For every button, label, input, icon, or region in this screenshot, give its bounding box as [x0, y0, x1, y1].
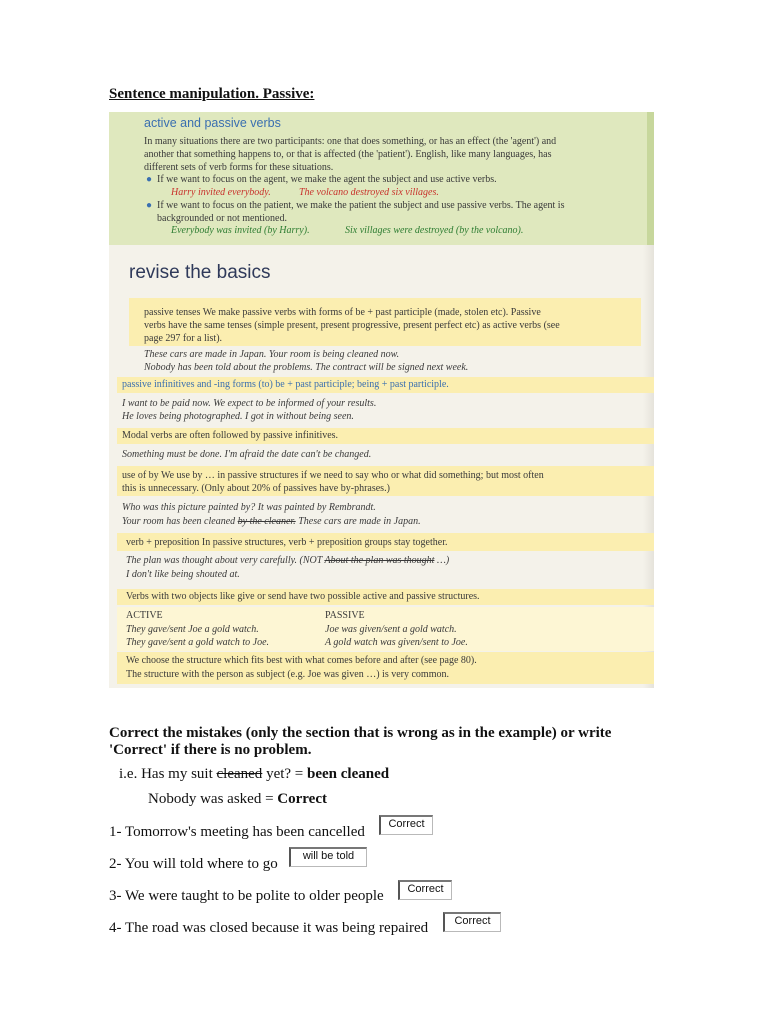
box-text: If we want to focus on the agent, we make the agent the subject and use active verbs.: [157, 174, 497, 185]
rule-text: page 297 for a list).: [144, 333, 223, 344]
example-text: I want to be paid now. We expect to be informed of your results.: [122, 398, 377, 409]
box-text: backgrounded or not mentioned.: [157, 213, 287, 224]
example-text: [122, 516, 421, 528]
answer-field-2[interactable]: will be told: [289, 847, 367, 867]
box-text: If we want to focus on the patient, we make the patient the subject and use passive verbs. The agent is: [157, 200, 565, 211]
rule-text: The structure with the person as subject (e.g. Joe was given …) is very common.: [126, 669, 449, 680]
question-1: 1- Tomorrow's meeting has been cancelled: [109, 824, 365, 840]
example-text: A gold watch was given/sent to Joe.: [325, 637, 468, 648]
box-title: active and passive verbs: [144, 116, 281, 130]
answer-field-1[interactable]: Correct: [379, 815, 433, 835]
rule-text: verb + preposition In passive structures, verb + preposition groups stay together.: [126, 537, 448, 548]
question-2: 2- You will told where to go: [109, 856, 278, 872]
example-text: yet? =: [262, 766, 308, 782]
example-text: [126, 555, 449, 567]
example-answer: Correct: [277, 791, 327, 807]
rule-text: Modal verbs are often followed by passive infinitives.: [122, 430, 339, 441]
exercise-instructions: Correct the mistakes (only the section that is wrong as in the example) or write 'Correct' if there is no problem.: [109, 725, 612, 758]
example-text: Nobody has been told about the problems. The contract will be signed next week.: [144, 362, 469, 373]
example-part: The plan was thought about very carefully. (NOT: [126, 555, 325, 566]
question-4: 4- The road was closed because it was being repaired: [109, 920, 429, 936]
box-text: another that something happens to, or that is affected (the 'patient'). English, like many languages, has: [144, 149, 552, 160]
page-edge: [647, 112, 654, 245]
example-text: Nobody was asked =: [148, 791, 278, 807]
box-text: different sets of verb forms for these situations.: [144, 162, 334, 173]
struck-text: About the plan was thought: [324, 555, 435, 566]
example-text: Joe was given/sent a gold watch.: [325, 624, 457, 635]
example-text: Six villages were destroyed (by the volcano).: [345, 225, 524, 236]
example-text: Something must be done. I'm afraid the date can't be changed.: [122, 449, 372, 460]
revise-title: revise the basics: [129, 262, 271, 283]
answer-field-3[interactable]: Correct: [398, 880, 452, 900]
question-3: 3- We were taught to be polite to older people: [109, 888, 384, 904]
rule-text: verbs have the same tenses (simple present, present progressive, present perfect etc) as active verbs (see: [144, 320, 560, 331]
example-text: They gave/sent Joe a gold watch.: [126, 624, 259, 635]
rule-text: passive infinitives and -ing forms (to) be + past participle; being + past participle.: [122, 379, 449, 390]
answer-field-4[interactable]: Correct: [443, 912, 501, 932]
example-text: Harry invited everybody.: [171, 187, 271, 198]
rule-text: Verbs with two objects like give or send have two possible active and passive structures.: [126, 591, 480, 602]
example-text: I don't like being shouted at.: [126, 569, 240, 580]
example-part: …): [434, 555, 450, 566]
rule-text: use of by We use by … in passive structures if we need to say who or what did something; but most often: [122, 470, 544, 481]
example-text: The volcano destroyed six villages.: [299, 187, 439, 198]
column-header: PASSIVE: [325, 610, 365, 621]
page-heading: Sentence manipulation. Passive:: [109, 86, 315, 102]
rule-text: this is unnecessary. (Only about 20% of passives have by-phrases.): [122, 483, 390, 494]
struck-text: by the cleaner.: [237, 516, 296, 527]
example-line-2: [148, 791, 327, 808]
example-line-1: [119, 766, 389, 783]
struck-word: cleaned: [216, 766, 263, 782]
box-text: In many situations there are two participants: one that does something, or has an effect (the 'agent') and: [144, 136, 557, 147]
column-header: ACTIVE: [126, 610, 163, 621]
example-text: Everybody was invited (by Harry).: [171, 225, 310, 236]
bullet-icon: ●: [146, 174, 153, 185]
example-text: These cars are made in Japan. Your room is being cleaned now.: [144, 349, 400, 360]
example-text: He loves being photographed. I got in without being seen.: [122, 411, 354, 422]
example-text: Who was this picture painted by? It was painted by Rembrandt.: [122, 502, 376, 513]
example-part: These cars are made in Japan.: [295, 516, 421, 527]
rule-text: We choose the structure which fits best with what comes before and after (see page 80).: [126, 655, 477, 666]
example-text: i.e. Has my suit: [119, 766, 217, 782]
textbook-scan: [109, 112, 654, 688]
bullet-icon: ●: [146, 200, 153, 211]
example-text: They gave/sent a gold watch to Joe.: [126, 637, 270, 648]
rule-text: passive tenses We make passive verbs with forms of be + past participle (made, stolen etc). Passive: [144, 307, 541, 318]
example-part: Your room has been cleaned: [122, 516, 238, 527]
example-answer: been cleaned: [307, 766, 390, 782]
